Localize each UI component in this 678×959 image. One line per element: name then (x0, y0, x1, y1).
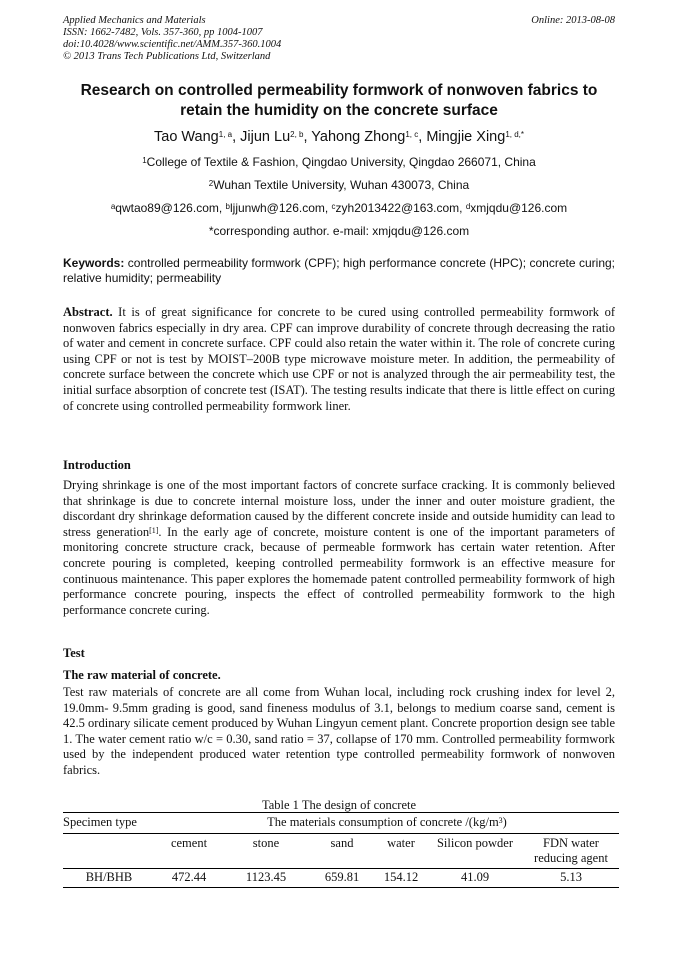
keywords-text: controlled permeability formwork (CPF); high performance concrete (HPC); concrete curing; relative humidity; permeability (63, 256, 615, 285)
specimen-type-header: Specimen type (63, 813, 155, 834)
affiliation-text: College of Textile & Fashion, Qingdao University, Qingdao 266071, China (146, 155, 536, 169)
author-sup: 1, c (405, 130, 419, 139)
concrete-design-table (63, 812, 619, 888)
keywords-label: Keywords: (63, 256, 125, 270)
column-header: sand (309, 834, 375, 869)
author-name: Yahong Zhong (311, 129, 406, 145)
keywords (63, 256, 615, 286)
email-sup: c (331, 202, 336, 211)
online-date: Online: 2013-08-08 (531, 15, 615, 26)
abstract-text: It is of great significance for concrete to be cured using controlled permeability formwork of nonwoven fabrics especially in dry area. CPF can improve durability of concrete through decreasing the ratio of water and cement in concrete surface. CPF could also retain the water within it. The role of concrete curing using CPF or not is test by MOIST–200B type microwave moisture meter. In addition, the permeability of concrete surface between the concrete which use CPF or not is analyzed through the air permeability test, the initial surface absorption of concrete test (ISAT). The testing results indicate that there is little effect on curing of concrete using controlled permeability formwork liner. (63, 305, 615, 413)
affiliation-sup: 1 (142, 156, 147, 165)
email-sup: d (465, 202, 471, 211)
table-subheader-row (63, 834, 619, 869)
author-sup: 1, d,* (505, 130, 524, 139)
introduction-text: Drying shrinkage is one of the most important factors of concrete surface cracking. It is commonly believed that shrinkage is due to concrete internal moisture loss, under the inner and outer moisture gradient, the discordant dry shrinkage deformation caused by the different concrete inside and outside humidity can lead to stress generation (63, 478, 615, 539)
table-cell: 41.09 (427, 869, 523, 888)
email-sup: a (110, 202, 116, 211)
email[interactable]: qwtao89@126.com, (115, 201, 226, 215)
author-sep: , (232, 129, 241, 145)
affiliation-text: Wuhan Textile University, Wuhan 430073, China (213, 178, 470, 192)
email-list (0, 201, 678, 216)
introduction-heading: Introduction (63, 458, 131, 472)
title-line-1: Research on controlled permeability formwork of nonwoven fabrics to (80, 82, 598, 99)
column-header-line: reducing agent (534, 851, 608, 865)
author-sup: 1, a (218, 130, 233, 139)
issn-line: ISSN: 1662-7482, Vols. 357-360, pp 1004-1007 (63, 27, 263, 38)
email[interactable]: ljjunwh@126.com, (229, 201, 332, 215)
author-sep: , (418, 129, 427, 145)
paper-title (40, 81, 638, 121)
citation-ref[interactable]: [1] (149, 525, 159, 535)
affiliation-2 (0, 178, 678, 193)
email[interactable]: xmjqdu@126.com (470, 201, 568, 215)
title-line-2: retain the humidity on the concrete surface (180, 102, 498, 119)
corresponding-author: *corresponding author. e-mail: xmjqdu@126.com (208, 224, 470, 238)
materials-header-end: ) (502, 815, 507, 829)
raw-material-subheading: The raw material of concrete. (63, 668, 221, 682)
table-cell: 5.13 (523, 869, 619, 888)
abstract (63, 305, 615, 414)
table-caption: Table 1 The design of concrete (261, 798, 417, 812)
introduction-text: . In the early age of concrete, moisture content is one of the important parameters of monitoring concrete structure crack, because of permeable formwork has certain water retention. After concrete pouring is completed, keeping controlled permeability formwork is an effective measure for continuous maintenance. This paper explores the homemade patent controlled permeability formwork of high performance concrete pouring, inspects the effect of controlled permeability formwork to the high performance concrete curing. (63, 524, 616, 617)
table-row (63, 869, 619, 888)
introduction-body (63, 478, 615, 618)
column-header: cement (155, 834, 223, 869)
copyright-line: © 2013 Trans Tech Publications Ltd, Switzerland (63, 51, 271, 62)
author-sep: , (303, 129, 312, 145)
email[interactable]: zyh2013422@163.com, (335, 201, 466, 215)
journal-header (63, 15, 615, 63)
table-cell: 659.81 (309, 869, 375, 888)
journal-name: Applied Mechanics and Materials (63, 15, 206, 26)
abstract-label: Abstract. (63, 305, 113, 319)
table-header-row (63, 813, 619, 834)
column-header: water (375, 834, 427, 869)
column-header: Silicon powder (427, 834, 523, 869)
doi-line[interactable]: doi:10.4028/www.scientific.net/AMM.357-360.1004 (63, 39, 282, 50)
table-cell: 1123.45 (223, 869, 309, 888)
test-heading: Test (63, 646, 85, 660)
affiliation-1 (0, 155, 678, 170)
author-name: Tao Wang (154, 129, 219, 145)
author-sup: 2, b (290, 130, 304, 139)
column-header-line: FDN water (543, 836, 599, 850)
materials-header-text: The materials consumption of concrete /(kg/m (267, 815, 499, 829)
column-header-fdn (523, 834, 619, 869)
specimen-type-cell: BH/BHB (63, 869, 155, 888)
unit-sup: 3 (498, 816, 503, 825)
author-name: Mingjie Xing (426, 129, 506, 145)
author-name: Jijun Lu (240, 129, 291, 145)
materials-consumption-header (155, 813, 619, 834)
author-list (0, 128, 678, 146)
email-sup: b (225, 202, 230, 211)
column-header: stone (223, 834, 309, 869)
affiliation-sup: 2 (208, 179, 214, 188)
empty-cell (63, 834, 155, 869)
table-cell: 154.12 (375, 869, 427, 888)
table-cell: 472.44 (155, 869, 223, 888)
test-body: Test raw materials of concrete are all come from Wuhan local, including rock crushing index for level 2, 19.0mm- 9.5mm grading is good, sand fineness modulus of 3.1, belongs to medium coarse sand, cement is 42.5 ordinary silicate cement produced by Wuhan Lingyun cement plant. Concrete proportion design see table 1. The water cement ratio w/c = 0.30, sand ratio = 37, collapse of 170 mm. Controlled permeability formwork used by the independent produced water retention type controlled permeability formwork of nonwoven fabrics. (63, 685, 615, 777)
